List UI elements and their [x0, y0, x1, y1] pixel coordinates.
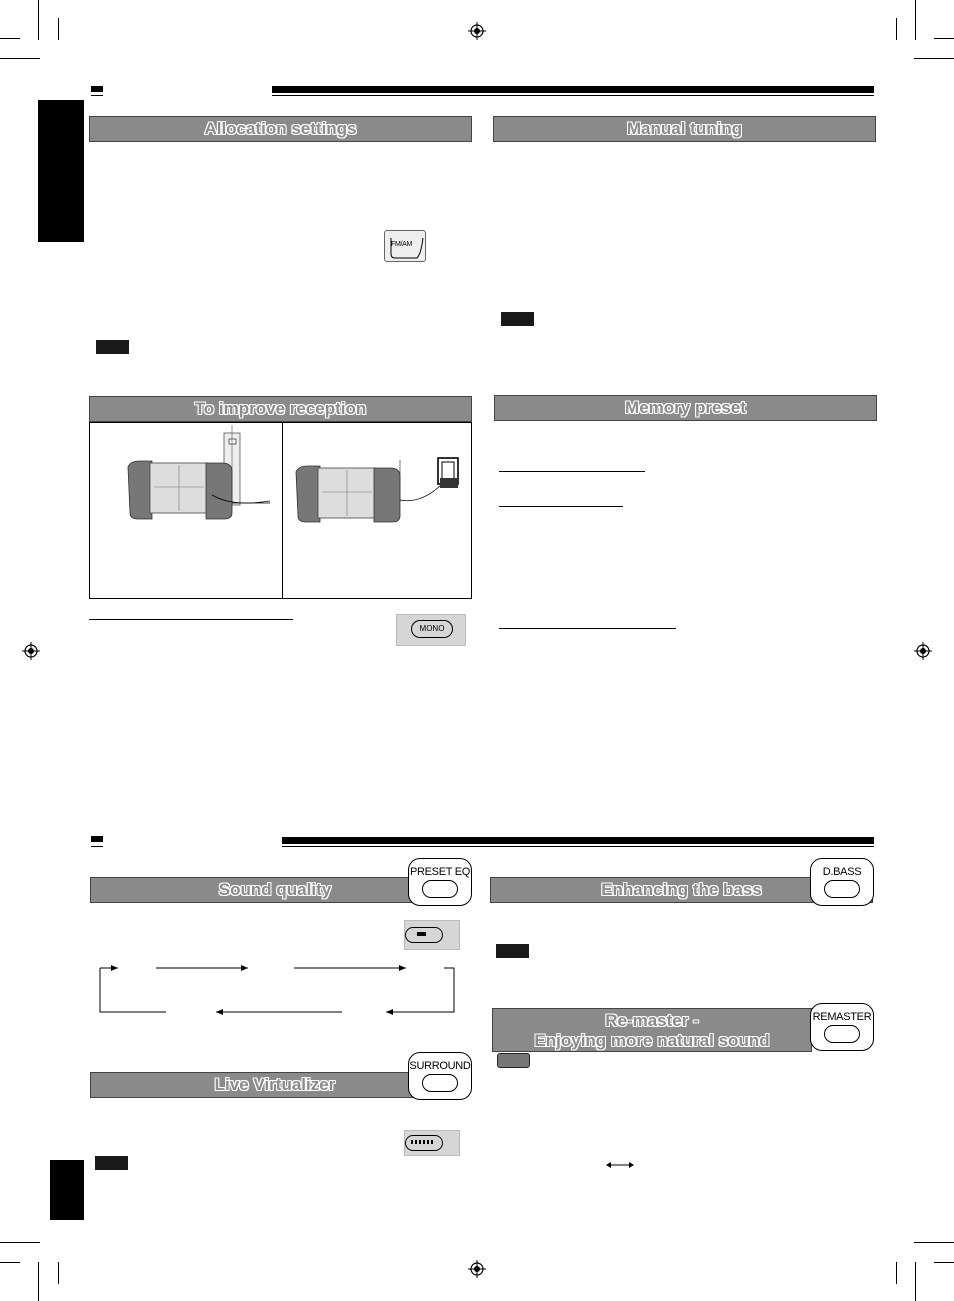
button-oval-icon [824, 1025, 860, 1043]
language-side-tab [38, 100, 84, 242]
crop-mark [0, 58, 40, 59]
button-oval-icon [422, 1074, 458, 1092]
section-header-memory-preset: Memory preset [494, 395, 877, 421]
eq-display [404, 920, 460, 950]
surround-display [404, 1130, 460, 1156]
note-tag [496, 944, 529, 958]
display-segment-icon [411, 1140, 435, 1144]
stereo-fm-antenna-illustration [92, 425, 280, 525]
crop-mark [934, 38, 954, 39]
fm-am-button-label: FM/AM [391, 241, 413, 248]
chapter-rule [272, 95, 874, 96]
crop-mark [914, 58, 954, 59]
crop-mark [38, 1262, 39, 1301]
button-oval-icon [824, 880, 860, 898]
crop-mark [896, 1262, 897, 1284]
chapter-marker [91, 86, 103, 92]
preset-eq-button[interactable] [408, 858, 472, 906]
chapter-marker [91, 836, 103, 842]
section-header-allocation: Allocation settings [89, 116, 472, 142]
chapter-rule [91, 846, 103, 847]
chapter-rule [282, 837, 874, 844]
text-underline [499, 628, 676, 629]
surround-label: SURROUND [409, 1060, 471, 1072]
remaster-title-line2: Enjoying more natural sound [534, 1031, 770, 1050]
crop-mark [0, 38, 20, 39]
button-oval-icon [422, 880, 458, 898]
crop-mark [0, 1262, 20, 1263]
frame-divider [282, 423, 283, 598]
crop-mark [915, 1262, 916, 1301]
double-arrow-icon [606, 1160, 634, 1170]
registration-mark-icon [914, 642, 932, 660]
chapter-rule [91, 95, 103, 96]
registration-mark-icon [468, 1260, 486, 1278]
d-bass-label: D.BASS [822, 866, 862, 878]
page-number-tab [50, 1160, 84, 1220]
crop-mark [896, 18, 897, 40]
chapter-rule [282, 846, 874, 847]
button-curve-icon [387, 234, 425, 260]
crop-mark [915, 0, 916, 40]
tip-tag [497, 1053, 530, 1068]
chapter-rule [272, 86, 874, 93]
text-underline [499, 506, 623, 507]
crop-mark [38, 0, 39, 40]
crop-mark [934, 1262, 954, 1263]
section-header-live-virtualizer: Live Virtualizer [90, 1072, 460, 1098]
surround-button[interactable] [408, 1052, 472, 1100]
note-tag [95, 1156, 128, 1170]
mono-button[interactable]: MONO [411, 620, 453, 638]
stereo-am-loop-antenna-illustration [290, 448, 468, 528]
note-tag [96, 340, 129, 354]
note-tag [501, 312, 534, 326]
text-underline [89, 619, 293, 620]
registration-mark-icon [468, 22, 486, 40]
section-header-manual-tuning: Manual tuning [493, 116, 876, 142]
mono-display [396, 614, 466, 646]
eq-cycle-diagram [96, 960, 460, 1020]
crop-mark [0, 1242, 40, 1243]
crop-mark [58, 18, 59, 40]
d-bass-button[interactable] [810, 858, 874, 906]
display-segment-icon [417, 932, 426, 936]
preset-eq-label: PRESET EQ [409, 866, 471, 878]
text-underline [499, 471, 645, 472]
section-header-improve-reception: To improve reception [89, 396, 472, 422]
crop-mark [58, 1262, 59, 1284]
section-header-sound-quality: Sound quality [90, 877, 460, 903]
remaster-button[interactable] [810, 1003, 874, 1051]
section-header-enhancing-bass: Enhancing the bass [490, 877, 873, 903]
fm-am-button[interactable] [384, 230, 426, 262]
section-header-remaster [492, 1008, 812, 1052]
remaster-label: REMASTER [812, 1011, 872, 1023]
crop-mark [914, 1242, 954, 1243]
remaster-title-line1: Re-master - [605, 1011, 699, 1030]
registration-mark-icon [22, 642, 40, 660]
